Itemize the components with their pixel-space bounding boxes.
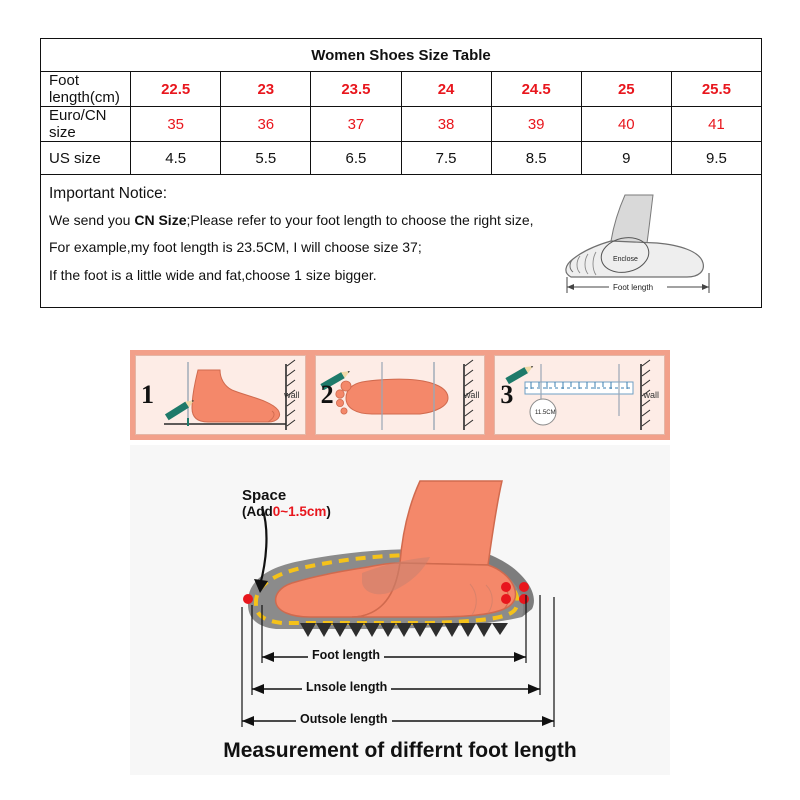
step-3-wall-label: wall — [643, 390, 660, 400]
cell-foot-length-3: 24 — [401, 72, 491, 107]
table-row — [41, 107, 762, 142]
notice-foot-diagram — [547, 189, 747, 299]
row-label-euro-cn: Euro/CN size — [41, 107, 131, 142]
cell-euro-cn-4: 39 — [491, 107, 581, 142]
step-1-number: 1 — [141, 380, 154, 409]
cell-foot-length-2: 23.5 — [311, 72, 401, 107]
table-row — [41, 72, 762, 107]
space-callout-label — [242, 487, 331, 520]
notice-line-1-pre: We send you — [49, 212, 135, 228]
cell-us-size-4: 8.5 — [491, 142, 581, 175]
space-callout-title: Space — [242, 487, 287, 504]
notice-line-1-post: ;Please refer to your foot length to choose the right size, — [186, 212, 534, 228]
dim-label-insole-length: Lnsole length — [302, 680, 391, 694]
cell-euro-cn-3: 38 — [401, 107, 491, 142]
notice-line-2: For example,my foot length is 23.5CM, I will choose size 37; — [49, 239, 422, 256]
space-callout-value — [242, 504, 331, 520]
diagram-caption: Measurement of differnt foot length — [223, 739, 577, 762]
cell-foot-length-0: 22.5 — [131, 72, 221, 107]
cell-foot-length-1: 23 — [221, 72, 311, 107]
notice-line-3: If the foot is a little wide and fat,choose 1 size bigger. — [49, 266, 377, 283]
notice-foot-enclose-label: Enclose — [613, 256, 638, 263]
step-3-ruler-value: 11.5CM — [535, 410, 556, 416]
cell-euro-cn-5: 40 — [581, 107, 671, 142]
cell-euro-cn-1: 36 — [221, 107, 311, 142]
main-diagram-svg — [130, 445, 670, 775]
notice-foot-length-label: Foot length — [613, 283, 654, 292]
cell-euro-cn-0: 35 — [131, 107, 221, 142]
step-2-illustration — [316, 356, 486, 435]
cell-euro-cn-6: 41 — [671, 107, 761, 142]
dim-label-foot-length: Foot length — [308, 648, 384, 662]
step-2 — [315, 355, 486, 435]
notice-title: Important Notice: — [49, 185, 168, 202]
cell-us-size-5: 9 — [581, 142, 671, 175]
cell-foot-length-6: 25.5 — [671, 72, 761, 107]
cell-us-size-0: 4.5 — [131, 142, 221, 175]
dim-label-outsole-length: Outsole length — [296, 712, 392, 726]
cell-foot-length-5: 25 — [581, 72, 671, 107]
important-notice-box — [40, 175, 762, 308]
cell-euro-cn-2: 37 — [311, 107, 401, 142]
cell-foot-length-4: 24.5 — [491, 72, 581, 107]
space-callout-post: ) — [326, 504, 331, 520]
cell-us-size-3: 7.5 — [401, 142, 491, 175]
cell-us-size-1: 5.5 — [221, 142, 311, 175]
step-2-wall-label: wall — [463, 390, 480, 400]
measurement-steps-strip — [130, 350, 670, 440]
step-1 — [135, 355, 306, 435]
table-title: Women Shoes Size Table — [41, 39, 762, 72]
size-table — [40, 38, 762, 175]
step-3-illustration — [495, 356, 665, 435]
step-3 — [494, 355, 665, 435]
step-2-number: 2 — [320, 380, 334, 409]
step-3-number: 3 — [500, 380, 514, 409]
row-label-us-size: US size — [41, 142, 131, 175]
cell-us-size-6: 9.5 — [671, 142, 761, 175]
space-callout-pre: (Add — [242, 504, 273, 520]
main-foot-shoe-diagram — [130, 445, 670, 775]
notice-foot-svg — [547, 189, 747, 299]
notice-cn-size-emphasis: CN Size — [134, 212, 187, 228]
table-title-row — [41, 39, 762, 72]
cell-us-size-2: 6.5 — [311, 142, 401, 175]
step-1-wall-label: wall — [284, 390, 300, 400]
table-row — [41, 142, 762, 175]
space-callout-range: 0~1.5cm — [272, 504, 327, 520]
step-1-illustration — [136, 356, 306, 435]
size-table-container — [40, 38, 762, 308]
row-label-foot-length: Foot length(cm) — [41, 72, 131, 107]
